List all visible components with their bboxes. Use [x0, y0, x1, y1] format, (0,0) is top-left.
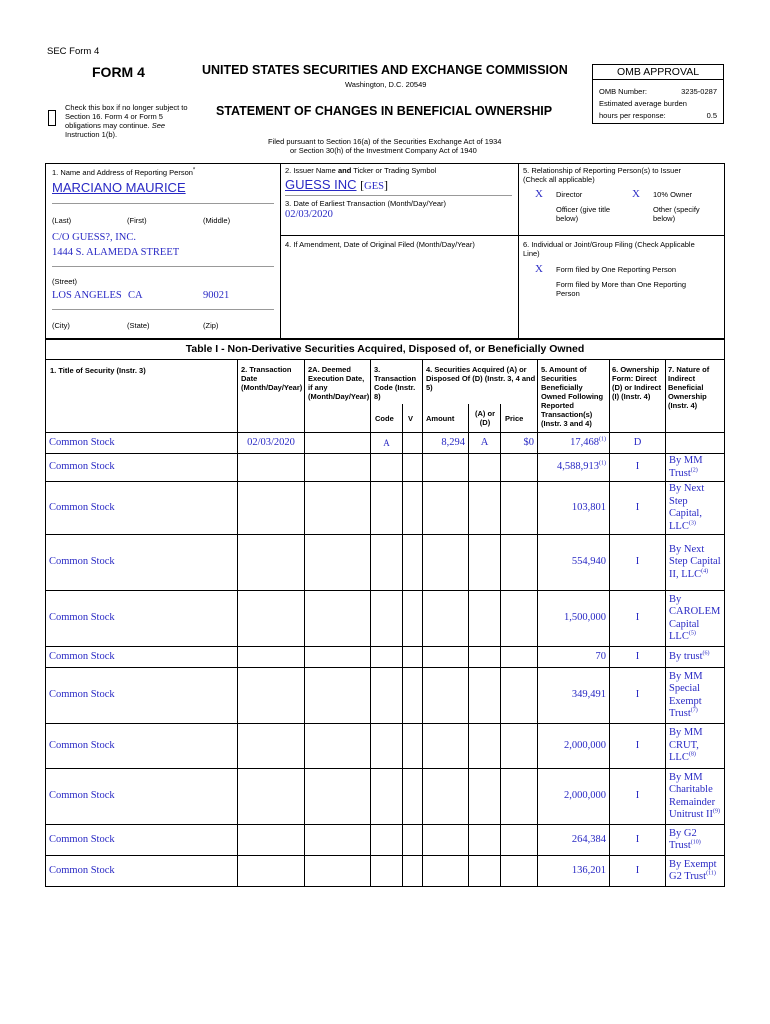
cell-v-flag: [403, 769, 423, 825]
box6-label: 6. Individual or Joint/Group Filing (Check Applicable Line): [523, 240, 695, 258]
subcol-amount: Amount: [426, 414, 455, 423]
table-row: [46, 482, 725, 535]
ticker-symbol: GES: [364, 181, 384, 192]
director-check-mark[interactable]: X: [535, 188, 543, 200]
cell-deemed-date: [305, 535, 371, 591]
cell-amount-owned: 136,201: [538, 856, 610, 887]
cell-deemed-date: [305, 433, 371, 454]
cell-v-flag: [403, 433, 423, 454]
cell-amount-owned: 349,491: [538, 668, 610, 724]
cell-transaction-code: [371, 825, 403, 856]
cell-a-or-d: [469, 535, 501, 591]
cell-deemed-date: [305, 591, 371, 647]
cell-price: [501, 454, 538, 482]
subcol-v: V: [408, 414, 414, 423]
cell-ownership-form: D: [610, 433, 666, 454]
filed-pursuant-line-2: or Section 30(h) of the Investment Company Act of 1940: [290, 146, 477, 155]
cell-price: [501, 825, 538, 856]
box5-label: 5. Relationship of Reporting Person(s) to Issuer (Check all applicable): [523, 166, 681, 184]
cell-a-or-d: [469, 454, 501, 482]
one-reporting-person-label: Form filed by One Reporting Person: [556, 265, 677, 274]
cell-transaction-code: [371, 482, 403, 535]
cell-v-flag: [403, 668, 423, 724]
commission-title: UNITED STATES SECURITIES AND EXCHANGE COMMISSION: [202, 63, 568, 77]
cell-amount: [423, 668, 469, 724]
cell-a-or-d: [469, 856, 501, 887]
cell-ownership-form: I: [610, 825, 666, 856]
cell-ownership-form: I: [610, 591, 666, 647]
cell-ownership-form: I: [610, 647, 666, 668]
table-row: [46, 433, 725, 454]
cell-ownership-form: I: [610, 535, 666, 591]
cell-transaction-date: [238, 482, 305, 535]
other-label: Other (specify below): [653, 205, 700, 223]
cell-security-title: Common Stock: [46, 482, 238, 535]
table-row: [46, 535, 725, 591]
cell-deemed-date: [305, 482, 371, 535]
cell-transaction-date: [238, 856, 305, 887]
cell-ownership-form: I: [610, 856, 666, 887]
cell-transaction-date: [238, 769, 305, 825]
cell-v-flag: [403, 856, 423, 887]
cell-transaction-code: [371, 535, 403, 591]
cell-transaction-code: [371, 591, 403, 647]
cell-transaction-date: [238, 591, 305, 647]
cell-transaction-code: A: [371, 433, 403, 454]
subcol-code: Code: [375, 414, 394, 423]
col-nature-of-ownership: 7. Nature of Indirect Beneficial Ownership (Instr. 4): [668, 365, 710, 410]
officer-label: Officer (give title below): [556, 205, 611, 223]
state-value: CA: [128, 290, 143, 301]
earliest-transaction-date: 02/03/2020: [285, 209, 333, 220]
cell-amount: [423, 769, 469, 825]
cell-price: [501, 724, 538, 769]
cell-a-or-d: [469, 668, 501, 724]
cell-security-title: Common Stock: [46, 433, 238, 454]
cell-nature-of-ownership: By Next Step Capital, LLC$^{(3)}$: [666, 482, 725, 535]
cell-amount: [423, 482, 469, 535]
cell-nature-of-ownership: By trust$^{(6)}$: [666, 647, 725, 668]
address-line-2: 1444 S. ALAMEDA STREET: [52, 247, 180, 258]
cell-price: [501, 591, 538, 647]
director-label: Director: [556, 190, 583, 199]
subcol-a-or-d: (A) or (D): [475, 409, 495, 427]
cell-ownership-form: I: [610, 482, 666, 535]
cell-transaction-code: [371, 668, 403, 724]
cell-v-flag: [403, 591, 423, 647]
cell-nature-of-ownership: By Next Step Capital II, LLC$^{(4)}$: [666, 535, 725, 591]
cell-security-title: Common Stock: [46, 647, 238, 668]
cell-nature-of-ownership: By MM Special Exempt Trust$^{(7)}$: [666, 668, 725, 724]
cell-v-flag: [403, 825, 423, 856]
cell-ownership-form: I: [610, 668, 666, 724]
omb-hours-value: 0.5: [706, 111, 717, 120]
cell-amount-owned: 554,940: [538, 535, 610, 591]
cell-amount-owned: 103,801: [538, 482, 610, 535]
cell-v-flag: [403, 724, 423, 769]
subcol-price: Price: [505, 414, 524, 423]
issuer-name-line: GUESS INC [GES]: [285, 177, 388, 192]
one-reporting-person-check-mark[interactable]: X: [535, 263, 543, 275]
table-row: [46, 668, 725, 724]
table-row: [46, 591, 725, 647]
cell-a-or-d: [469, 647, 501, 668]
table-row: [46, 856, 725, 887]
cell-transaction-code: [371, 647, 403, 668]
table-row: [46, 769, 725, 825]
address-line-1: C/O GUESS?, INC.: [52, 232, 137, 243]
form-title: FORM 4: [92, 64, 145, 80]
reporting-person-name[interactable]: MARCIANO MAURICE: [52, 180, 186, 195]
ten-percent-owner-check-mark[interactable]: X: [632, 188, 640, 200]
cell-v-flag: [403, 647, 423, 668]
table-row: [46, 825, 725, 856]
cell-nature-of-ownership: By Exempt G2 Trust$^{(11)}$: [666, 856, 725, 887]
table-row: [46, 724, 725, 769]
cell-transaction-code: [371, 769, 403, 825]
cell-transaction-date: [238, 825, 305, 856]
cell-security-title: Common Stock: [46, 856, 238, 887]
cell-transaction-code: [371, 454, 403, 482]
cell-amount: [423, 535, 469, 591]
cell-amount: [423, 454, 469, 482]
cell-amount-owned: 1,500,000: [538, 591, 610, 647]
no-longer-subject-checkbox[interactable]: [48, 110, 56, 126]
cell-deemed-date: [305, 724, 371, 769]
cell-nature-of-ownership: [666, 433, 725, 454]
last-name-caption: (Last): [52, 216, 72, 225]
cell-ownership-form: I: [610, 724, 666, 769]
more-than-one-reporting-label: Form filed by More than One Reporting Person: [556, 280, 687, 298]
cell-transaction-date: [238, 724, 305, 769]
cell-transaction-code: [371, 724, 403, 769]
cell-amount: [423, 856, 469, 887]
zip-value: 90021: [203, 290, 230, 301]
cell-amount-owned: 2,000,000: [538, 724, 610, 769]
issuer-name[interactable]: GUESS INC: [285, 177, 357, 192]
col-securities-acquired: 4. Securities Acquired (A) or Disposed Of (D) (Instr. 3, 4 and 5): [426, 365, 536, 392]
cell-amount: 8,294: [423, 433, 469, 454]
cell-nature-of-ownership: By CAROLEM Capital LLC$^{(5)}$: [666, 591, 725, 647]
cell-deemed-date: [305, 856, 371, 887]
cell-amount: [423, 591, 469, 647]
cell-amount: [423, 647, 469, 668]
cell-security-title: Common Stock: [46, 825, 238, 856]
cell-security-title: Common Stock: [46, 591, 238, 647]
cell-deemed-date: [305, 825, 371, 856]
cell-deemed-date: [305, 668, 371, 724]
cell-security-title: Common Stock: [46, 769, 238, 825]
col-amount-owned: 5. Amount of Securities Beneficially Owned Following Reported Transaction(s) (Instr. 3 and 4): [541, 365, 604, 428]
cell-a-or-d: [469, 482, 501, 535]
middle-name-caption: (Middle): [203, 216, 231, 225]
zip-caption: (Zip): [203, 321, 219, 330]
cell-price: [501, 647, 538, 668]
cell-transaction-date: 02/03/2020: [238, 433, 305, 454]
sec-form-label: SEC Form 4: [47, 46, 100, 57]
cell-deemed-date: [305, 769, 371, 825]
filed-pursuant-line-1: Filed pursuant to Section 16(a) of the Securities Exchange Act of 1934: [268, 137, 502, 146]
cell-a-or-d: A: [469, 433, 501, 454]
cell-amount-owned: 17,468$^{(1)}$: [538, 433, 610, 454]
cell-a-or-d: [469, 769, 501, 825]
table-row: [46, 454, 725, 482]
cell-transaction-date: [238, 668, 305, 724]
cell-price: [501, 535, 538, 591]
cell-nature-of-ownership: By MM CRUT, LLC$^{(8)}$: [666, 724, 725, 769]
checkbox-text: Check this box if no longer subject to Section 16. Form 4 or Form 5 obligations may continue. See Instruction 1(b).: [65, 103, 188, 139]
cell-v-flag: [403, 482, 423, 535]
table1-title: Table I - Non-Derivative Securities Acquired, Disposed of, or Beneficially Owned: [185, 343, 585, 355]
cell-amount: [423, 825, 469, 856]
box3-label: 3. Date of Earliest Transaction (Month/Day/Year): [285, 199, 447, 208]
street-caption: (Street): [52, 277, 78, 286]
cell-a-or-d: [469, 724, 501, 769]
cell-ownership-form: I: [610, 454, 666, 482]
col-ownership-form: 6. Ownership Form: Direct (D) or Indirect (I) (Instr. 4): [612, 365, 662, 401]
omb-number-label: OMB Number:: [599, 87, 647, 96]
table-row: [46, 647, 725, 668]
cell-amount: [423, 724, 469, 769]
table1-body: [45, 432, 725, 887]
cell-transaction-date: [238, 535, 305, 591]
box2-label: 2. Issuer Name and Ticker or Trading Symbol: [285, 166, 437, 175]
ten-percent-owner-label: 10% Owner: [653, 190, 693, 199]
cell-nature-of-ownership: By MM Charitable Remainder Unitrust II$^{(9)}$: [666, 769, 725, 825]
cell-price: [501, 769, 538, 825]
cell-ownership-form: I: [610, 769, 666, 825]
city-value: LOS ANGELES: [52, 290, 122, 301]
cell-deemed-date: [305, 454, 371, 482]
col-title-of-security: 1. Title of Security (Instr. 3): [50, 366, 146, 375]
cell-amount-owned: 2,000,000: [538, 769, 610, 825]
omb-hours-label: hours per response:: [599, 111, 666, 120]
box4-label: 4. If Amendment, Date of Original Filed (Month/Day/Year): [285, 240, 475, 249]
cell-amount-owned: 70: [538, 647, 610, 668]
cell-price: [501, 856, 538, 887]
cell-v-flag: [403, 454, 423, 482]
omb-number-value: 3235-0287: [681, 87, 717, 96]
state-caption: (State): [127, 321, 150, 330]
cell-nature-of-ownership: By MM Trust$^{(2)}$: [666, 454, 725, 482]
statement-title: STATEMENT OF CHANGES IN BENEFICIAL OWNERSHIP: [216, 104, 553, 118]
city-caption: (City): [52, 321, 70, 330]
cell-transaction-date: [238, 454, 305, 482]
cell-a-or-d: [469, 591, 501, 647]
cell-price: $0: [501, 433, 538, 454]
first-name-caption: (First): [127, 216, 147, 225]
cell-nature-of-ownership: By G2 Trust$^{(10)}$: [666, 825, 725, 856]
col-transaction-date: 2. Transaction Date (Month/Day/Year): [241, 365, 303, 392]
cell-transaction-date: [238, 647, 305, 668]
cell-amount-owned: 4,588,913$^{(1)}$: [538, 454, 610, 482]
cell-deemed-date: [305, 647, 371, 668]
omb-burden-label: Estimated average burden: [599, 99, 687, 108]
cell-security-title: Common Stock: [46, 535, 238, 591]
cell-price: [501, 482, 538, 535]
omb-approval-box: [592, 64, 724, 124]
col-transaction-code: 3. Transaction Code (Instr. 8): [374, 365, 417, 401]
omb-title: OMB APPROVAL: [593, 65, 723, 80]
col-deemed-execution-date: 2A. Deemed Execution Date, if any (Month/Day/Year): [308, 365, 370, 401]
cell-v-flag: [403, 535, 423, 591]
box1-label: 1. Name and Address of Reporting Person*: [52, 167, 196, 177]
cell-security-title: Common Stock: [46, 668, 238, 724]
cell-price: [501, 668, 538, 724]
cell-security-title: Common Stock: [46, 454, 238, 482]
commission-location: Washington, D.C. 20549: [345, 80, 427, 89]
cell-transaction-code: [371, 856, 403, 887]
cell-amount-owned: 264,384: [538, 825, 610, 856]
cell-security-title: Common Stock: [46, 724, 238, 769]
cell-a-or-d: [469, 825, 501, 856]
